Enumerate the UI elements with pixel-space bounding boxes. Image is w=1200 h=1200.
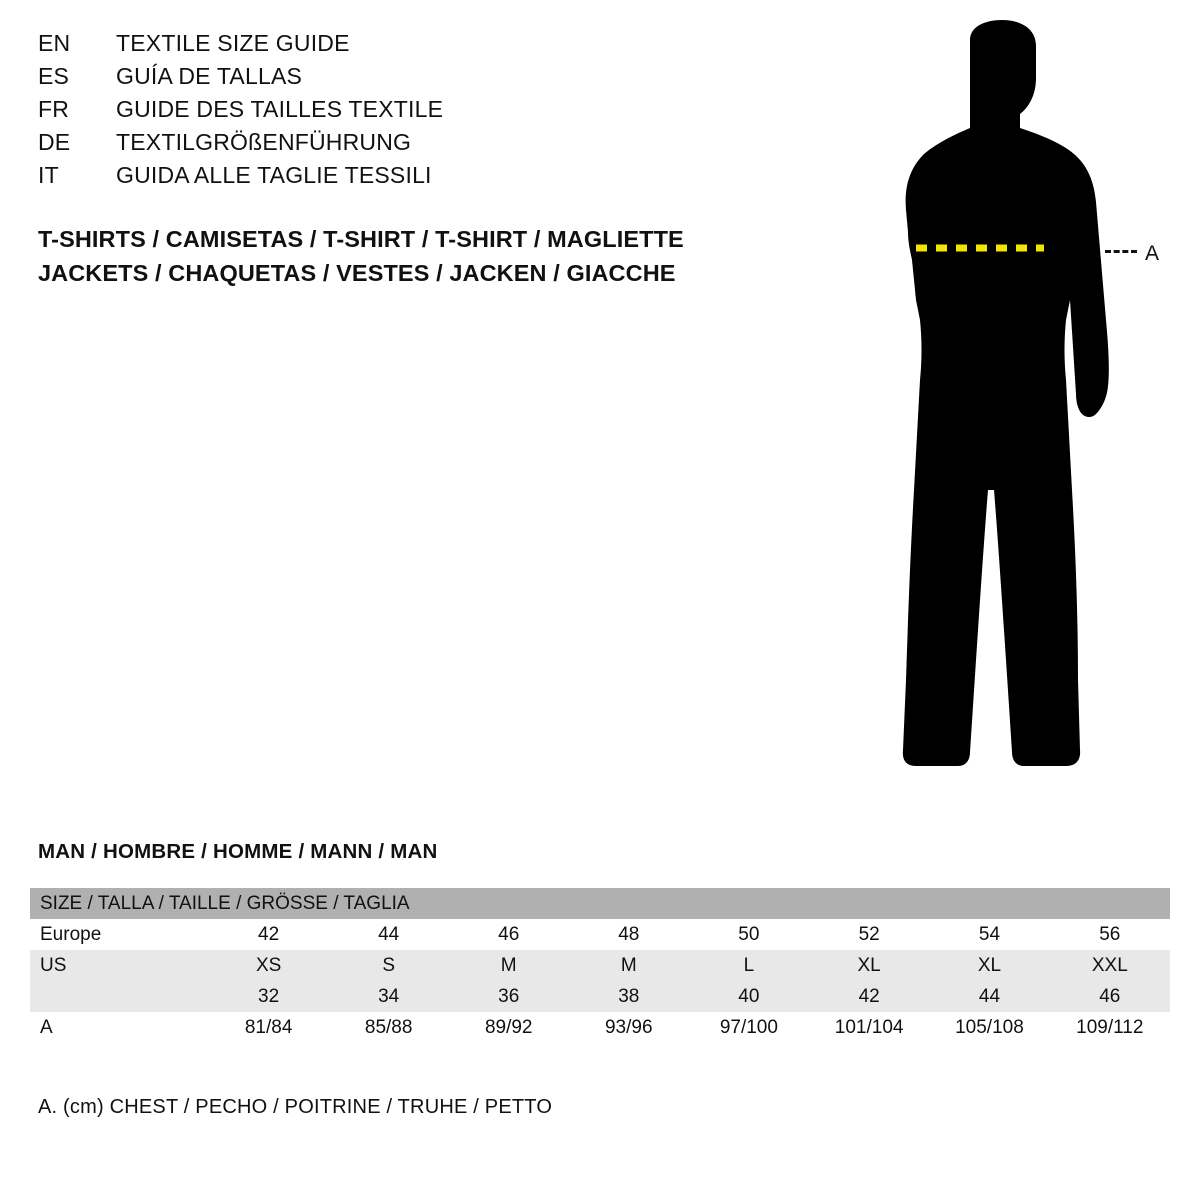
table-cell: 44 [329,919,449,950]
table-header-label: SIZE / TALLA / TAILLE / GRÖSSE / TAGLIA [30,888,1170,919]
table-cell: XS [209,950,329,981]
table-cell: 54 [929,919,1049,950]
table-cell: XL [929,950,1049,981]
language-title: TEXTILE SIZE GUIDE [116,30,350,56]
language-row [38,30,758,63]
table-cell: XL [809,950,929,981]
table-cell: 89/92 [449,1012,569,1043]
male-silhouette-figure [820,20,1180,780]
table-cell: 56 [1050,919,1170,950]
table-cell: 38 [569,981,689,1012]
table-cell: 97/100 [689,1012,809,1043]
table-cell: 93/96 [569,1012,689,1043]
table-cell: 42 [809,981,929,1012]
table-row [30,981,1170,1012]
table-cell: 44 [929,981,1049,1012]
measure-label-a: A [1145,242,1160,265]
table-group-title: MAN / HOMBRE / HOMME / MANN / MAN [38,840,438,863]
language-title: GUÍA DE TALLAS [116,63,303,89]
language-row [38,63,758,96]
silhouette-icon [820,20,1180,780]
table-cell: 50 [689,919,809,950]
table-cell: 52 [809,919,929,950]
row-label: Europe [30,919,209,950]
table-cell: M [449,950,569,981]
language-row [38,96,758,129]
language-title: GUIDA ALLE TAGLIE TESSILI [116,162,432,188]
measure-leader-line [1105,250,1137,253]
row-label: A [30,1012,209,1043]
language-title: GUIDE DES TAILLES TEXTILE [116,96,444,122]
table-cell: L [689,950,809,981]
language-code: DE [38,129,71,155]
table-cell: 101/104 [809,1012,929,1043]
table-cell: 46 [449,919,569,950]
language-title: TEXTILGRÖßENFÜHRUNG [116,129,412,155]
table-cell: 81/84 [209,1012,329,1043]
language-row [38,129,758,162]
measurement-footnote: A. (cm) CHEST / PECHO / POITRINE / TRUHE / PETTO [38,1096,553,1118]
table-cell: 85/88 [329,1012,449,1043]
table-cell: XXL [1050,950,1170,981]
row-label [30,981,209,1012]
language-code: IT [38,162,59,188]
table-cell: 36 [449,981,569,1012]
table-cell: 105/108 [929,1012,1049,1043]
table-cell: S [329,950,449,981]
category-line-jackets: JACKETS / CHAQUETAS / VESTES / JACKEN / GIACCHE [38,260,676,286]
table-row [30,919,1170,950]
table-cell: 32 [209,981,329,1012]
table-cell: 42 [209,919,329,950]
table-cell: 48 [569,919,689,950]
table-cell: 46 [1050,981,1170,1012]
table-header-row [30,888,1170,919]
table-cell: 40 [689,981,809,1012]
language-row [38,162,758,195]
language-code: EN [38,30,71,56]
table-cell: 34 [329,981,449,1012]
table-row [30,950,1170,981]
language-code: ES [38,63,70,89]
category-line-tshirts: T-SHIRTS / CAMISETAS / T-SHIRT / T-SHIRT / MAGLIETTE [38,226,684,252]
size-table [30,888,1170,1043]
table-cell: 109/112 [1050,1012,1170,1043]
garment-category-block [38,222,798,290]
row-label: US [30,950,209,981]
language-code: FR [38,96,70,122]
table-row [30,1012,1170,1043]
table-cell: M [569,950,689,981]
language-header-block [38,30,758,195]
